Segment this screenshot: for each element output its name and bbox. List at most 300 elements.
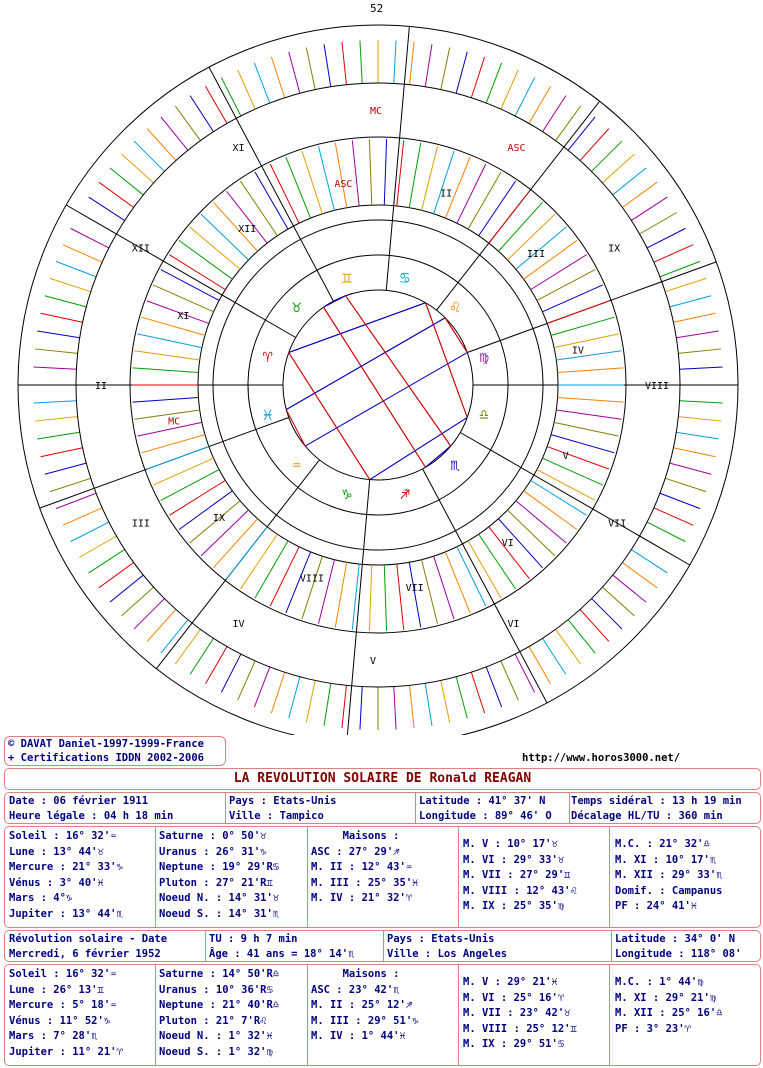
outer-spoke: [79, 536, 116, 558]
zodiac-sign-icon: ♑: [342, 484, 352, 504]
inner-spoke: [516, 227, 567, 269]
outer-spoke: [673, 448, 715, 457]
inner-spoke: [255, 541, 288, 598]
natal-col4-line-3: M. VIII : 12° 43'♌: [463, 884, 577, 897]
rs-planets-col2: [159, 967, 279, 1060]
outer-spoke: [110, 168, 143, 195]
copyright-line-2: + Certifications IDDN 2002-2006: [8, 752, 204, 764]
inner-spoke: [134, 410, 199, 419]
inner-house-label: VI: [501, 538, 514, 550]
outer-spoke: [622, 182, 657, 207]
outer-spoke: [175, 629, 200, 664]
rs-longitude: Longitude : 118° 08': [615, 948, 742, 960]
outer-spoke: [529, 86, 551, 123]
natal-col2-line-5: Noeud S. : 14° 31'♏: [159, 907, 280, 920]
inner-spoke: [133, 398, 199, 403]
outer-spoke: [122, 587, 154, 616]
outer-spoke: [680, 367, 723, 369]
outer-spoke: [342, 42, 346, 85]
outer-spoke: [592, 599, 622, 629]
outer-spoke: [660, 493, 700, 508]
outer-spoke: [622, 563, 657, 588]
outer-spoke: [394, 40, 396, 83]
rs-col1-line-4: Mars : 7° 28'♏: [9, 1030, 98, 1042]
rs-col4-line-3: M. VIII : 25° 12'♊: [463, 1022, 577, 1035]
inner-spoke: [227, 191, 268, 243]
inner-spoke: [335, 143, 346, 208]
outer-spoke: [665, 478, 706, 491]
natal-col4-line-4: M. IX : 25° 35'♍: [463, 900, 565, 912]
copyright-box: [4, 736, 226, 766]
outer-spoke: [471, 57, 484, 98]
outer-house-label: VIII: [645, 381, 670, 392]
inner-spoke: [318, 146, 334, 210]
rs-col2-line-3: Pluton : 21° 7'R♌: [159, 1014, 267, 1027]
inner-spoke: [556, 410, 621, 419]
outer-spoke: [134, 599, 164, 629]
natal-city: Ville : Tampico: [229, 810, 324, 822]
natal-col2-line-2: Neptune : 19° 29'R♋: [159, 861, 280, 873]
inner-house-label: XII: [238, 223, 257, 235]
outer-spoke: [592, 141, 622, 171]
zodiac-sign-icon: ♐: [399, 484, 410, 504]
natal-col3-line-4: M. IV : 21° 32'♈: [311, 892, 413, 904]
rs-planets-col1: [9, 967, 123, 1060]
outer-spoke: [190, 96, 213, 132]
inner-spoke: [397, 564, 404, 630]
outer-house-label: XII: [131, 243, 150, 255]
inner-spoke: [133, 368, 199, 373]
outer-spoke: [456, 52, 467, 94]
natal-houses-col5: [615, 837, 722, 915]
rs-col3-line-1: ASC : 23° 42'♏: [311, 983, 400, 996]
natal-planets-col1: [9, 829, 123, 922]
outer-spoke: [306, 680, 315, 722]
rs-col1-line-3: Vénus : 11° 52'♑: [9, 1014, 111, 1027]
outer-spoke: [394, 687, 396, 730]
natal-planets-col2: [159, 829, 279, 922]
outer-spoke: [486, 63, 501, 103]
outer-spoke: [50, 478, 91, 491]
inner-spoke: [352, 564, 359, 630]
inner-spoke: [169, 255, 225, 290]
outer-spoke: [33, 367, 76, 369]
natal-col5-line-0: M.C. : 21° 32'♎: [615, 838, 710, 850]
inner-house-label: VIII: [299, 573, 324, 585]
outer-spoke: [670, 463, 712, 474]
natal-col4-line-1: M. VI : 29° 33'♉: [463, 853, 565, 866]
outer-spoke: [56, 493, 96, 508]
outer-spoke: [660, 261, 700, 276]
rs-col5-line-2: M. XII : 25° 16'♎: [615, 1007, 723, 1019]
rs-latitude: Latitude : 34° 0' N: [615, 933, 736, 945]
outer-spoke: [306, 48, 315, 90]
rs-col2-line-5: Noeud S. : 1° 32'♍: [159, 1045, 273, 1058]
inner-house-label: XI: [177, 310, 190, 322]
rs-col1-line-1: Lune : 26° 13'♊: [9, 983, 104, 996]
rs-col4-line-4: M. IX : 29° 51'♋: [463, 1038, 565, 1050]
natal-col1-line-5: Jupiter : 13° 44'♏: [9, 907, 123, 920]
outer-spoke: [556, 106, 581, 141]
outer-spoke: [110, 575, 143, 602]
inner-spoke: [270, 547, 299, 606]
outer-spoke: [471, 672, 484, 713]
inner-spoke: [531, 480, 587, 515]
natal-col5-line-2: M. XII : 29° 33'♏: [615, 869, 723, 881]
natal-col2-line-3: Pluton : 27° 21'R♊: [159, 876, 273, 889]
outer-house-label: IX: [608, 243, 621, 255]
inner-spoke: [409, 143, 420, 208]
outer-spoke: [360, 40, 362, 83]
outer-spoke: [271, 672, 284, 713]
natal-col3-line-1: ASC : 27° 29'♐: [311, 845, 400, 858]
outer-spoke: [602, 587, 634, 616]
outer-spoke: [254, 63, 269, 103]
outer-house-label: XI: [232, 142, 245, 154]
outer-spoke: [122, 154, 154, 183]
outer-spoke: [41, 313, 83, 322]
outer-spoke: [529, 647, 551, 684]
outer-spoke: [45, 463, 87, 474]
outer-spoke: [289, 52, 300, 94]
inner-spoke: [147, 447, 209, 470]
outer-spoke: [410, 42, 414, 85]
outer-spoke: [647, 522, 685, 542]
inner-house-label: II: [440, 188, 453, 200]
rs-col5-line-0: M.C. : 1° 44'♍: [615, 976, 704, 988]
inner-spoke: [409, 562, 420, 627]
outer-spoke: [580, 609, 609, 641]
natal-date: Date : 06 février 1911: [9, 795, 149, 807]
inner-spoke: [153, 458, 213, 485]
outer-spoke: [456, 677, 467, 719]
rs-col3-line-4: M. IV : 1° 44'♓: [311, 1030, 406, 1042]
outer-house-label: IV: [232, 619, 245, 631]
inner-spoke: [556, 351, 621, 360]
outer-spoke: [190, 638, 213, 674]
outer-spoke: [556, 629, 581, 664]
outer-spoke: [676, 432, 718, 439]
rs-col4-line-1: M. VI : 25° 16'♈: [463, 991, 565, 1004]
inner-spoke: [457, 547, 486, 606]
inner-house-label: MC: [168, 416, 181, 428]
natal-col5-line-1: M. XI : 10° 17'♏: [615, 853, 717, 866]
inner-spoke: [240, 534, 277, 589]
outer-spoke: [89, 549, 125, 572]
rs-col3-line-2: M. II : 25° 12'♐: [311, 999, 413, 1011]
outer-spoke: [35, 417, 78, 421]
outer-spoke: [238, 661, 255, 700]
inner-house-label: V: [562, 451, 569, 463]
inner-house-label: VII: [405, 582, 424, 594]
outer-spoke: [670, 296, 712, 307]
outer-house-label: V: [370, 656, 377, 667]
rs-label: Révolution solaire - Date: [9, 933, 168, 945]
outer-spoke: [342, 685, 346, 728]
natal-col2-line-1: Uranus : 26° 31'♑: [159, 845, 267, 858]
outer-spoke: [289, 677, 300, 719]
rs-col1-line-0: Soleil : 16° 32'♒: [9, 968, 117, 980]
inner-spoke: [142, 435, 205, 453]
outer-spoke: [63, 245, 102, 262]
inner-spoke: [384, 565, 386, 631]
zodiac-sign-icon: ♈: [262, 347, 273, 367]
outer-spoke: [71, 522, 109, 542]
inner-spoke: [507, 510, 554, 556]
page-title: LA REVOLUTION SOLAIRE DE Ronald REAGAN: [4, 768, 761, 790]
outer-spoke: [41, 448, 83, 457]
natal-col1-line-3: Vénus : 3° 40'♓: [9, 876, 104, 889]
rs-col2-line-4: Noeud N. : 1° 32'♓: [159, 1030, 273, 1042]
outer-spoke: [425, 44, 432, 86]
outer-spoke: [35, 349, 78, 353]
outer-spoke: [678, 349, 721, 353]
outer-spoke: [134, 141, 164, 171]
top-number: 52: [370, 2, 384, 15]
outer-spoke: [441, 680, 450, 722]
inner-spoke: [369, 139, 371, 205]
natal-houses-col3: [311, 829, 418, 907]
zodiac-sign-icon: ♓: [262, 404, 273, 424]
natal-col2-line-0: Saturne : 0° 50'♉: [159, 830, 267, 842]
inner-spoke: [551, 435, 614, 453]
inner-spoke: [551, 317, 614, 335]
natal-col1-line-0: Soleil : 16° 32'♒: [9, 830, 117, 842]
house-cusp-line: [347, 480, 370, 735]
outer-spoke: [631, 197, 667, 220]
outer-spoke: [206, 86, 228, 123]
outer-spoke: [441, 48, 450, 90]
zodiac-sign-icon: ♉: [291, 296, 302, 316]
rs-tu: TU : 9 h 7 min: [209, 933, 298, 945]
inner-spoke: [255, 172, 288, 229]
inner-spoke: [516, 501, 567, 543]
inner-spoke: [457, 164, 486, 223]
inner-house-label: III: [527, 249, 546, 261]
outer-spoke: [654, 245, 693, 262]
inner-spoke: [213, 519, 257, 568]
outer-spoke: [254, 667, 269, 707]
natal-col4-line-0: M. V : 10° 17'♉: [463, 838, 558, 850]
outer-spoke: [99, 563, 134, 588]
house-cusp-line: [460, 433, 689, 566]
rs-col4-line-2: M. VII : 23° 42'♉: [463, 1007, 571, 1019]
outer-house-label: ASC: [507, 142, 526, 154]
rs-col5-line-3: PF : 3° 23'♈: [615, 1022, 691, 1035]
natal-longitude: Longitude : 89° 46' O: [419, 810, 552, 822]
rs-col2-line-2: Neptune : 21° 40'R♎: [159, 999, 280, 1011]
inner-spoke: [554, 334, 619, 348]
inner-spoke: [547, 301, 609, 324]
outer-spoke: [324, 683, 331, 725]
inner-spoke: [524, 491, 577, 530]
inner-house-label: IV: [571, 345, 584, 357]
outer-spoke: [665, 278, 706, 291]
inner-spoke: [397, 140, 404, 206]
natal-col1-line-4: Mars : 4°♑: [9, 892, 73, 904]
inner-spoke: [479, 181, 516, 236]
rs-city: Ville : Los Angeles: [387, 948, 508, 960]
outer-spoke: [147, 609, 176, 641]
inner-house-label: IX: [212, 512, 226, 524]
inner-spoke: [179, 240, 232, 279]
rs-col1-line-5: Jupiter : 11° 21'♈: [9, 1045, 123, 1058]
inner-spoke: [142, 317, 205, 335]
outer-house-label: MC: [370, 106, 383, 117]
outer-spoke: [602, 154, 634, 183]
rs-houses-col4: [463, 975, 577, 1053]
outer-spoke: [568, 620, 595, 653]
inner-spoke: [468, 172, 501, 229]
outer-spoke: [486, 667, 501, 707]
inner-spoke: [542, 285, 602, 312]
inner-spoke: [318, 560, 334, 624]
outer-house-label: VII: [608, 518, 627, 530]
outer-spoke: [175, 106, 200, 141]
inner-spoke: [352, 140, 359, 206]
inner-spoke: [153, 285, 213, 312]
rs-houses-col3: [311, 967, 418, 1045]
outer-spoke: [631, 549, 667, 572]
outer-spoke: [680, 401, 723, 403]
inner-spoke: [489, 191, 530, 243]
rs-col2-line-0: Saturne : 14° 50'R♎: [159, 968, 280, 980]
inner-spoke: [489, 527, 530, 579]
outer-spoke: [568, 117, 595, 150]
inner-spoke: [169, 480, 225, 515]
inner-spoke: [498, 202, 542, 251]
natal-latitude: Latitude : 41° 37' N: [419, 795, 546, 807]
natal-col1-line-2: Mercure : 21° 33'♑: [9, 861, 123, 873]
zodiac-sign-icon: ♎: [479, 404, 489, 424]
inner-spoke: [227, 527, 268, 579]
outer-spoke: [640, 213, 677, 235]
zodiac-sign-icon: ♋: [399, 267, 410, 287]
natal-col3-line-3: M. III : 25° 35'♓: [311, 876, 419, 889]
outer-house-label: VI: [507, 619, 520, 631]
outer-spoke: [37, 432, 79, 439]
rs-date: Mercredi, 6 février 1952: [9, 948, 161, 960]
natal-offset: Décalage HL/TU : 360 min: [571, 810, 723, 822]
outer-spoke: [515, 78, 535, 116]
inner-spoke: [468, 541, 501, 598]
outer-spoke: [542, 96, 565, 132]
inner-spoke: [537, 470, 595, 501]
outer-spoke: [360, 687, 362, 730]
zodiac-sign-icon: ♏: [450, 455, 460, 475]
site-url[interactable]: http://www.horos3000.net/: [522, 752, 681, 764]
outer-spoke: [161, 117, 188, 150]
natal-header-box: [4, 792, 761, 824]
natal-col2-line-4: Noeud N. : 14° 31'♉: [159, 892, 280, 904]
outer-spoke: [221, 654, 241, 692]
outer-spoke: [206, 647, 228, 684]
outer-house-label: III: [131, 518, 150, 530]
rs-age: Âge : 41 ans = 18° 14'♏: [209, 948, 355, 960]
inner-spoke: [270, 164, 299, 223]
inner-spoke: [547, 447, 609, 470]
rs-country: Pays : Etats-Unis: [387, 933, 495, 945]
inner-spoke: [335, 562, 346, 627]
natal-country: Pays : Etats-Unis: [229, 795, 337, 807]
outer-spoke: [613, 575, 646, 602]
outer-spoke: [324, 44, 331, 86]
zodiac-sign-icon: ♍: [479, 347, 489, 367]
rs-col1-line-2: Mercure : 5° 18'♒: [9, 999, 117, 1011]
inner-house-label: ASC: [334, 179, 353, 191]
natal-col5-line-3: Domif. : Campanus: [615, 884, 723, 897]
outer-house-label: II: [95, 381, 108, 392]
copyright-line-1: © DAVAT Daniel-1997-1999-France: [8, 738, 204, 750]
natal-col4-line-2: M. VII : 27° 29'♊: [463, 869, 571, 881]
outer-spoke: [56, 261, 96, 276]
outer-spoke: [501, 70, 518, 109]
zodiac-sign-icon: ♒: [291, 455, 302, 475]
outer-spoke: [580, 129, 609, 161]
outer-spoke: [33, 401, 76, 403]
rs-header-box: [4, 930, 761, 962]
outer-spoke: [89, 197, 125, 220]
outer-spoke: [410, 685, 414, 728]
outer-spoke: [425, 683, 432, 725]
natal-col5-line-4: PF : 24° 41'♓: [615, 900, 698, 912]
outer-spoke: [238, 70, 255, 109]
outer-spoke: [271, 57, 284, 98]
house-cusp-line: [386, 26, 409, 290]
inner-spoke: [558, 398, 624, 403]
outer-spoke: [50, 278, 91, 291]
outer-spoke: [676, 331, 718, 338]
outer-spoke: [542, 638, 565, 674]
inner-spoke: [558, 368, 624, 373]
outer-spoke: [613, 168, 646, 195]
natal-col3-line-0: Maisons :: [311, 830, 400, 842]
inner-spoke: [384, 139, 386, 205]
rs-col3-line-3: M. III : 29° 51'♑: [311, 1014, 419, 1027]
inner-spoke: [161, 270, 219, 301]
outer-spoke: [63, 508, 102, 525]
rs-col4-line-0: M. V : 29° 21'♓: [463, 976, 558, 988]
inner-spoke: [134, 351, 199, 360]
inner-spoke: [201, 214, 248, 260]
outer-spoke: [654, 508, 693, 525]
outer-spoke: [161, 620, 188, 653]
outer-spoke: [71, 228, 109, 248]
inner-spoke: [161, 470, 219, 501]
inner-spoke: [542, 458, 602, 485]
inner-spoke: [554, 422, 619, 436]
outer-spoke: [147, 129, 176, 161]
inner-spoke: [369, 565, 371, 631]
natal-col1-line-1: Lune : 13° 44'♉: [9, 845, 104, 858]
inner-spoke: [137, 334, 202, 348]
outer-spoke: [45, 296, 87, 307]
rs-planets-box: [4, 964, 761, 1066]
natal-col3-line-2: M. II : 12° 43'♒: [311, 861, 413, 873]
outer-spoke: [647, 228, 685, 248]
inner-spoke: [537, 270, 595, 301]
outer-spoke: [678, 417, 721, 421]
outer-spoke: [501, 661, 518, 700]
outer-spoke: [37, 331, 79, 338]
zodiac-sign-icon: ♊: [342, 267, 352, 287]
inner-spoke: [422, 146, 438, 210]
natal-houses-col4: [463, 837, 577, 915]
inner-spoke: [422, 560, 438, 624]
outer-spoke: [99, 182, 134, 207]
natal-time: Heure légale : 04 h 18 min: [9, 810, 174, 822]
natal-sidereal: Temps sidéral : 13 h 19 min: [571, 795, 742, 807]
